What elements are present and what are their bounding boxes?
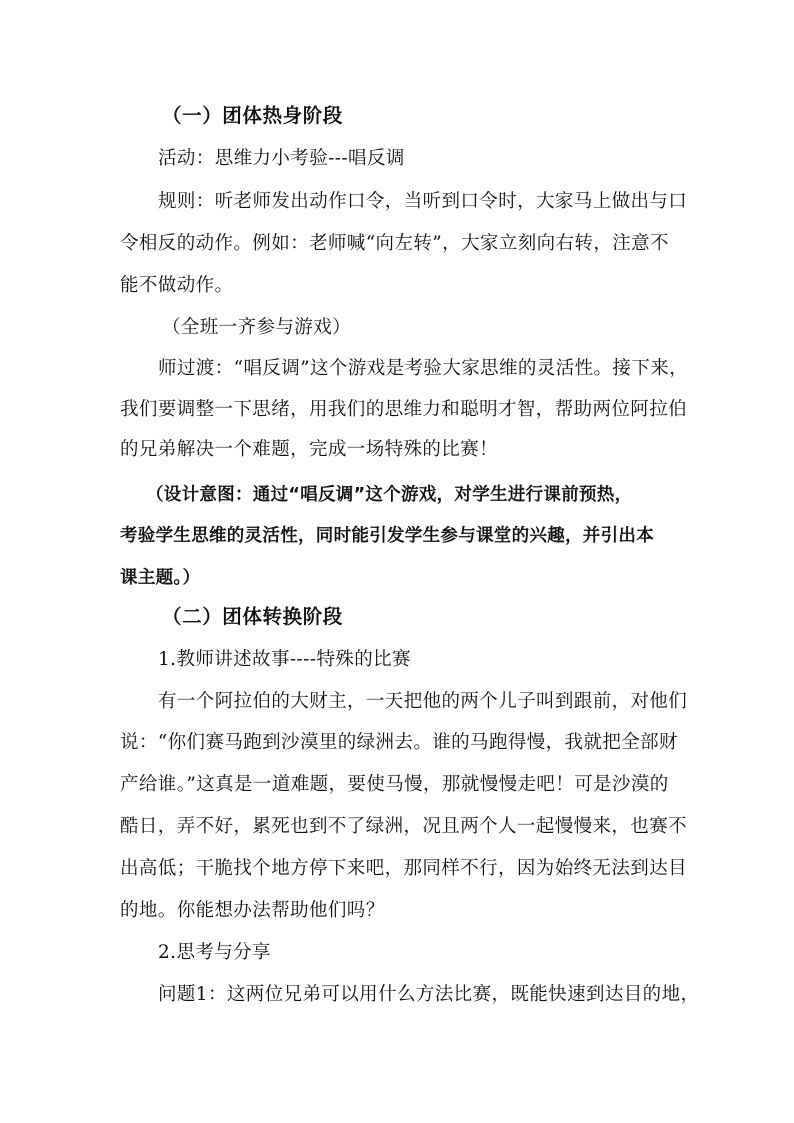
story-line-5: 出高低；干脆找个地方停下来吧，那同样不行，因为始终无法到达目: [120, 858, 688, 879]
design-line-3: 课主题。）: [120, 568, 201, 588]
section1-heading: （一）团体热身阶段: [162, 104, 343, 127]
rule-line-3: 能不做动作。: [120, 275, 234, 296]
think-title: 2.思考与分享: [158, 942, 271, 963]
transition-line-1: 师过渡：“唱反调”这个游戏是考验大家思维的灵活性。接下来，: [158, 358, 689, 379]
section2-heading: （二）团体转换阶段: [162, 605, 343, 628]
story-line-4: 酷日，弄不好，累死也到不了绿洲，况且两个人一起慢慢来，也赛不: [120, 816, 688, 837]
question-1: 问题1：这两位兄弟可以用什么方法比赛，既能快速到达目的地，: [158, 984, 700, 1005]
class-note: （全班一齐参与游戏）: [162, 317, 352, 338]
story-line-2: 说：“你们赛马跑到沙漠里的绿洲去。谁的马跑得慢，我就把全部财: [120, 732, 678, 753]
activity-line: 活动：思维力小考验---唱反调: [158, 148, 405, 169]
transition-line-3: 的兄弟解决一个难题，完成一场特殊的比赛！: [120, 439, 499, 460]
design-line-1: （设计意图：通过“唱反调”这个游戏，对学生进行课前预热，: [146, 485, 633, 505]
story-line-1: 有一个阿拉伯的大财主，一天把他的两个儿子叫到跟前，对他们: [158, 691, 688, 712]
transition-line-2: 我们要调整一下思绪，用我们的思维力和聪明才智，帮助两位阿拉伯: [120, 399, 688, 420]
story-line-3: 产给谁。”这真是一道难题，要使马慢，那就慢慢走吧！可是沙漠的: [120, 774, 669, 795]
story-title: 1.教师讲述故事----特殊的比赛: [158, 649, 411, 670]
design-line-2: 考验学生思维的灵活性，同时能引发学生参与课堂的兴趣，并引出本: [120, 526, 654, 546]
story-line-6: 的地。你能想办法帮助他们吗？: [120, 900, 385, 921]
rule-line-2: 令相反的动作。例如：老师喊“向左转”，大家立刻向右转，注意不: [120, 233, 669, 254]
rule-line-1: 规则：听老师发出动作口令，当听到口令时，大家马上做出与口: [158, 191, 688, 212]
